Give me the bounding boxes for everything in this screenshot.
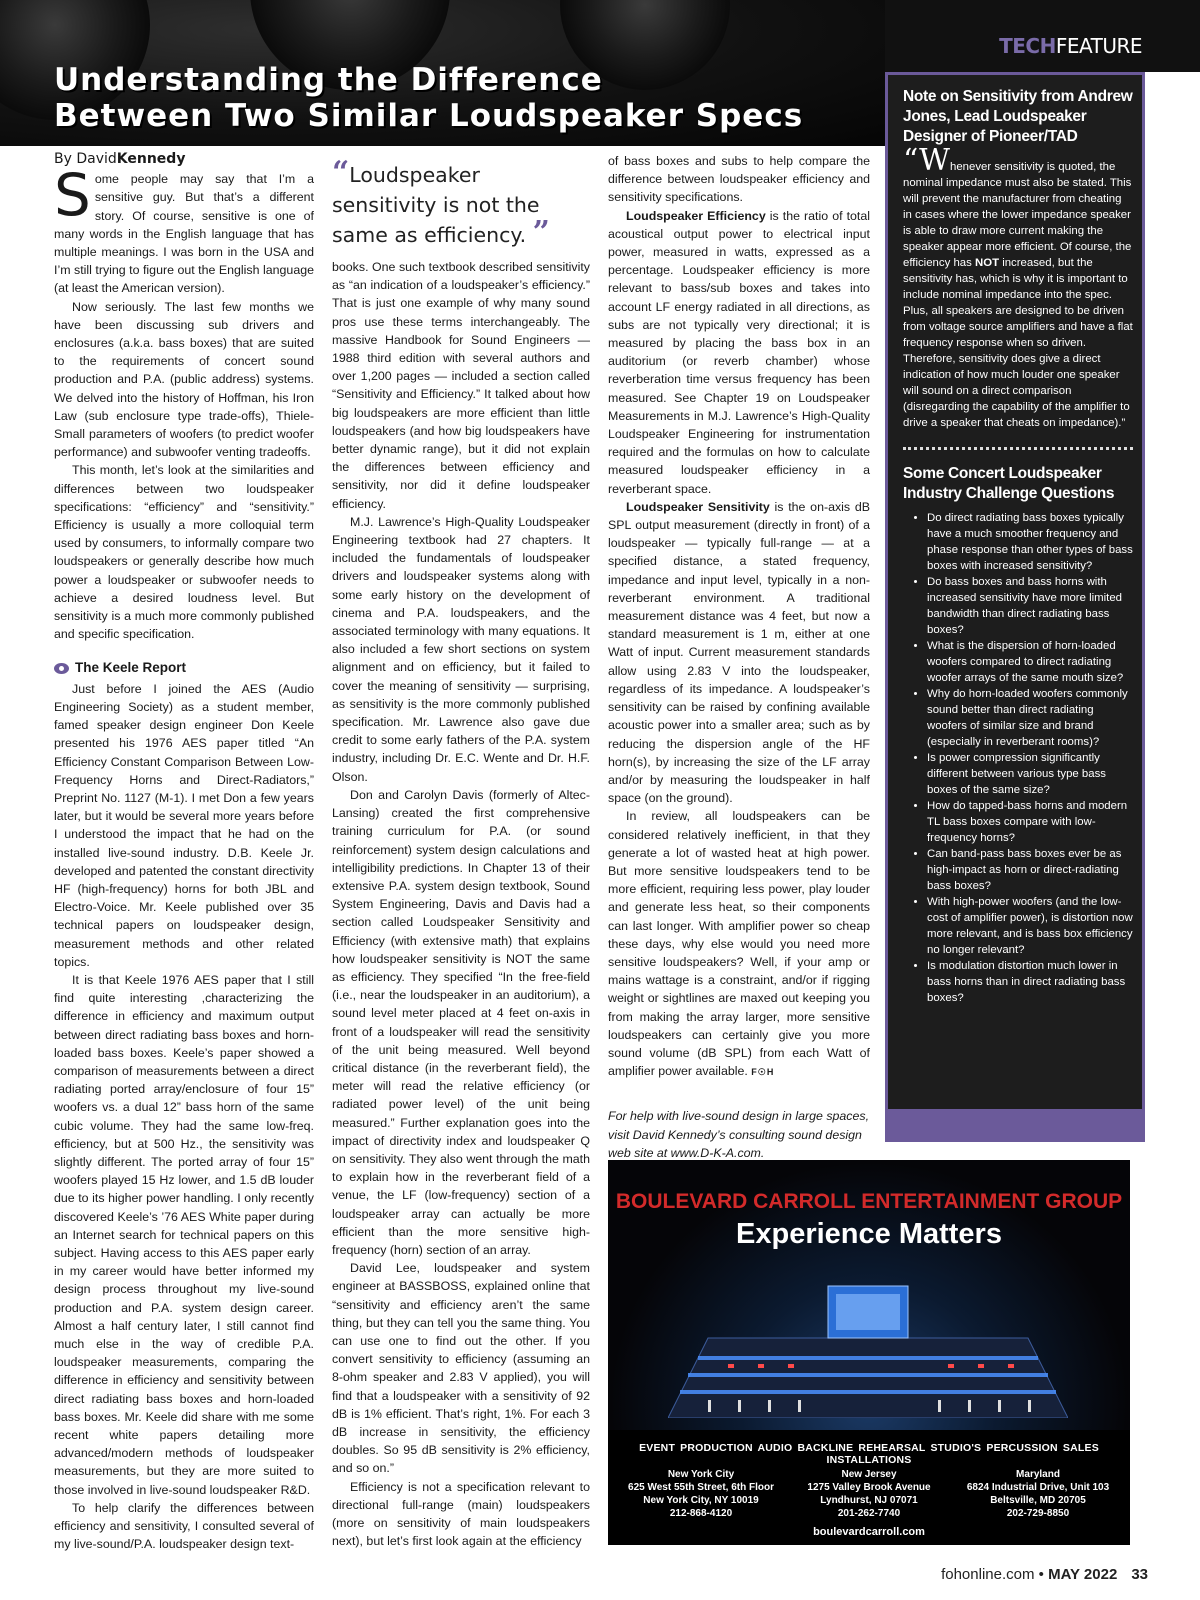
paragraph: Don and Carolyn Davis (formerly of Altec-Lansing) created the first comprehensive training curriculum for P.A. (or sound reinforcement) system design calculations and intelligibility predictions. In Chapter 13 of their extensive P.A. system design textbook, Sound System Engineering, Davis and Davis had a section called Loudspeaker Sensitivity and Efficiency (with extensive math) that explains how loudspeaker sensitivity is NOT the same as efficiency. They specified “In the free-field (i.e., near the loudspeaker in an auditorium), a sound level meter placed at 4 feet on-axis in front of a loudspeaker will read the sensitivity of the unit being measured. Well beyond critical distance (in the reverberant field), the meter will read the relative efficiency (or radiated power level) of the unit being measured.” Further explanation goes into the impact of directivity index and loudspeaker Q on sensitivity. They also went through the math to explain how in the reverberant field of a venue, the LF (low-frequency) section of a loudspeaker array can actually be more efficient than the more sensitive high-frequency (horn) section of an array. xyxy=(332,787,590,1257)
headline-line-2: Between Two Similar Loudspeaker Specs xyxy=(54,98,804,134)
mixing-console-graphic xyxy=(668,1278,1068,1418)
ad-location: Maryland 6824 Industrial Drive, Unit 103 Beltsville, MD 20705 202-729-8850 xyxy=(966,1469,1110,1519)
ad-website-link[interactable]: boulevardcarroll.com xyxy=(813,1526,925,1538)
sidebar-footer-bar xyxy=(885,1112,1145,1142)
list-item: • Can band-pass bass boxes ever be as high-impact as horn or direct-radiating bass boxes? xyxy=(927,846,1133,894)
open-quote-icon: “ xyxy=(332,155,350,190)
paragraph: This month, let’s look at the similarities and differences between two loudspeaker specifications: “efficiency” and “sensitivity.” Efficiency is usually a more colloquial term used by consumers, to informally compare two loudspeakers or generally describe how much power a loudspeaker or subwoofer needs to achieve a desired loudness level. But sensitivity is a much more commonly published and specific specification. xyxy=(54,463,314,642)
paragraph: Loudspeaker Sensitivity is the on-axis dB SPL output measurement (directly in front) of a loudspeaker — typically full-range — at a specified distance, a stated frequency, impedance and input level, typically in a non-reverberant environment. A traditional measurement distance was 4 feet, but now a standard measurement is 1 m, either at one Watt of input. Current measurement standards allow using 2.83 V into the loudspeaker, regardless of its impedance. A loudspeaker’s sensitivity can be raised by confining available acoustic power into a smaller area; such as by reducing the dispersion angle of the HF horn(s), by increasing the size of the LF array and/or by measuring the loudspeaker in half space (on the ground). xyxy=(608,499,870,806)
paragraph: of bass boxes and subs to help compare the difference between loudspeaker efficiency and sensitivity specifications. xyxy=(608,154,870,205)
sidebar-title: Some Concert Loudspeaker Industry Challenge Questions xyxy=(903,465,1115,502)
list-item: • How do tapped-bass horns and modern TL bass boxes compare with low-frequency horns? xyxy=(927,798,1133,846)
list-item: • Is power compression significantly different between various type bass boxes of the same size? xyxy=(927,750,1133,798)
close-quote-icon: ” xyxy=(532,215,550,250)
paragraph: Efficiency is not a specification relevant to directional full-range (main) loudspeakers (more on sensitivity of main loudspeakers next), but let’s first look again at the efficiency xyxy=(332,1479,590,1549)
subhead: The Keele Report xyxy=(54,659,314,677)
section-label: TECHFEATURE xyxy=(999,34,1142,58)
page-number: 33 xyxy=(1131,1566,1148,1583)
eye-icon xyxy=(54,663,69,674)
end-mark: F☉H xyxy=(751,1067,775,1078)
drop-cap: S xyxy=(54,161,91,230)
headline xyxy=(54,62,884,134)
section-bar xyxy=(885,0,1200,72)
issue-date: MAY 2022 xyxy=(1048,1566,1118,1583)
paragraph: David Lee, loudspeaker and system engineer at BASSBOSS, explained online that “sensitivity and efficiency aren’t the same thing, but they can tell you the same thing. You can use one to find out the other. If you convert sensitivity to efficiency (assuming an 8-ohm speaker and 2.83 V applied), you will find that a loudspeaker with a sensitivity of 92 dB is 1% efficient. That’s right, 1%. For each 3 dB increase in sensitivity, the efficiency doubles. So 95 dB sensitivity is 2% efficiency, and so on.” xyxy=(332,1261,590,1476)
dotted-divider xyxy=(903,447,1133,450)
ad-location: New Jersey 1275 Valley Brook Avenue Lyndhurst, NJ 07071 201-262-7740 xyxy=(807,1469,931,1519)
list-item: • Why do horn-loaded woofers commonly sound better than direct radiating woofers of similar size and brand (especially in reverberant rooms)? xyxy=(927,686,1133,750)
paragraph: To help clarify the differences between efficiency and sensitivity, I consulted several of my live-sound/P.A. loudspeaker design text- xyxy=(54,1500,314,1552)
list-item: • What is the dispersion of horn-loaded woofers compared to direct radiating woofer arrays of the same mouth size? xyxy=(927,638,1133,686)
paragraph: books. One such textbook described sensitivity as “an indication of a loudspeaker’s efficiency.” That is just one example of why many sound pros use these terms interchangeably. The massive Handbook for Sound Engineers — 1988 third edition with several authors and over 1,200 pages — included a section called “Sensitivity and Efficiency.” It talked about how big loudspeakers are more efficient than little loudspeakers (and how big loudspeakers have better dynamic range), but it did not explain the differences between efficiency and sensitivity, nor did it define loudspeaker efficiency. xyxy=(332,260,590,511)
ad-company-name: BOULEVARD CARROLL ENTERTAINMENT GROUP xyxy=(615,1190,1123,1213)
sidebar-quote: “Whenever sensitivity is quoted, the nominal impedance must also be stated. This will prevent the manufacturer from cheating in cases where the lower impedance speaker is able to draw more current making the speaker appear more efficient. Of course, the efficiency has NOT increased, but the sensitivity has, which is why it is important to include nominal impedance into the spec. Plus, all speakers are designed to be driven from voltage source amplifiers and have a flat frequency response when so driven. Therefore, sensitivity does give a direct indication of how much louder one speaker will sound on a direct comparison (disregarding the capability of the amplifier to drive a speaker that cheats on impedance).” xyxy=(903,143,1133,429)
sidebar-title: Note on Sensitivity from Andrew Jones, Lead Loudspeaker Designer of Pioneer/TAD xyxy=(903,88,1133,145)
pull-quote: “Loudspeaker sensitivity is not the same as efficiency. ” xyxy=(332,155,550,250)
article-column-2 xyxy=(332,155,590,1550)
article-column-3 xyxy=(608,152,870,1162)
article-column-1 xyxy=(54,150,314,1553)
page-footer: fohonline.com • MAY 2022 33 xyxy=(941,1566,1148,1583)
headline-line-1: Understanding the Difference xyxy=(54,62,603,98)
list-item: • With high-power woofers (and the low-cost of amplifier power), is distortion now more relevant, and is bass box efficiency no longer relevant? xyxy=(927,894,1133,958)
paragraph: It is that Keele 1976 AES paper that I still find quite interesting ,characterizing the difference in efficiency and maximum output between direct radiating bass boxes and horn-loaded bass boxes. Keele’s paper showed a comparison of measurements between a direct radiating ported array/enclosure of four 15” woofers vs. a dual 12” bass horn of the same cubic volume. They had the same low-freq. efficiency, but at 500 Hz., the sensitivity was slightly different. The ported array of four 15” woofers played 15 Hz lower, and 1.5 dB louder due to its higher power handling. I only recently discovered Keele’s ’76 AES White paper during an Internet search for technical papers on this subject. Having access to this AES paper early in my career would have better informed my design process throughout my live-sound production and P.A. system design career. Almost a half century later, I still cannot find much else in the way of credible P.A. loudspeaker measurements, comparing the difference in efficiency and sensitivity between direct radiating bass boxes and horn-loaded bass boxes. Mr. Keele did share with me some recent white papers detailing more advanced/modern methods of loudspeaker measurements, but they are more suited to those involved in live-sound loudspeaker R&D. xyxy=(54,972,314,1497)
list-item: • Do bass boxes and bass horns with increased sensitivity have more limited bandwidth than direct radiating bass boxes? xyxy=(927,574,1133,638)
ad-services: EVENT PRODUCTION AUDIO BACKLINE REHEARSAL STUDIO'S PERCUSSION SALES INSTALLATIONS xyxy=(639,1442,1099,1466)
list-item: • Is modulation distortion much lower in bass horns than in direct radiating bass boxes? xyxy=(927,958,1133,1006)
paragraph: Now seriously. The last few months we have been discussing sub drivers and enclosures (a.k.a. bass boxes) that are suited to the requirements of concert sound production and P.A. (public address) systems. We delved into the history of Hoffman, his Iron Law (sub enclosure type trade-offs), Thiele-Small parameters of woofers (to predict woofer performance) and subwoofer venting tradeoffs. xyxy=(54,299,314,460)
sidebar-box xyxy=(885,72,1145,1112)
author-credit: For help with live-sound design in large spaces, visit David Kennedy’s consulting sound design web site at www.D-K-A.com. xyxy=(608,1109,870,1160)
paragraph: Just before I joined the AES (Audio Engineering Society) as a student member, famed speaker design engineer Don Keele presented his 1976 AES paper titled “An Efficiency Constant Comparison Between Low-Frequency Horns and Direct-Radiators,” Preprint No. 1127 (M-1). I met Don a few years later, but it would be several more years before I understood the impact that he had on the installed live-sound industry. D.B. Keele Jr. developed and patented the constant directivity HF (high-frequency) horns for both JBL and Electro-Voice. Mr. Keele published over 35 technical papers on loudspeaker design, measurement methods and other related topics. xyxy=(54,681,314,969)
paragraph: M.J. Lawrence’s High-Quality Loudspeaker Engineering textbook had 27 chapters. It included the fundamentals of loudspeaker drivers and loudspeaker systems along with some early history on the development of cinema and P.A. loudspeakers, and the associated terminology with many equations. It also included a few short sections on system alignment and on efficiency, but it failed to cover the meaning of sensitivity — surprising, as sensitivity is the more commonly published specification. Mr. Lawrence also gave due credit to some early fathers of the P.A. system industry, including Dr. E.C. Wente and Dr. H.F. Olson. xyxy=(332,514,590,784)
paragraph: Some people may say that I’m a sensitive guy. But that’s a different story. Of course, sensitive is one of many words in the English language that has multiple meanings. I was born in the USA and I’m still trying to figure out the English language (at least the American version). xyxy=(54,161,314,296)
paragraph: Loudspeaker Efficiency is the ratio of total acoustical output power to electrical input power, measured in watts, expressed as a percentage. Loudspeaker efficiency is more relevant to bass/sub boxes and takes into account LF energy radiated in all directions, as subs are not typically very directional; it is measured by placing the bass box in an auditorium (or reverb chamber) whose reverberation time versus frequency has been measured. See Chapter 19 on Loudspeaker Measurements in M.J. Lawrence’s High-Quality Loudspeaker Engineering for instrumentation required and the formulas on how to calculate measured loudspeaker efficiency in a reverberant space. xyxy=(608,208,870,496)
advertisement[interactable] xyxy=(608,1160,1130,1545)
site-name: fohonline.com xyxy=(941,1566,1035,1583)
byline: By DavidKennedy xyxy=(54,151,186,167)
ad-location: New York City 625 West 55th Street, 6th Floor New York City, NY 10019 212-868-4120 xyxy=(628,1469,774,1519)
header-banner xyxy=(0,0,885,146)
question-list xyxy=(903,510,1133,1006)
paragraph: In review, all loudspeakers can be considered relatively inefficient, in that they generate a lot of wasted heat at high power. But more sensitive loudspeakers tend to be more efficient, requiring less power, play louder and generate less heat, so their components can last longer. With amplifier power so cheap these days, why else would you need more sensitive loudspeakers? Well, if your amp or mains wattage is a constraint, and/or if rigging weight or sightlines are maxed out keeping you from making the array larger, more sensitive loudspeakers can certainly give you more sound volume (dB SPL) from each Watt of amplifier power available. F☉H xyxy=(608,809,870,1079)
ad-tagline: Experience Matters xyxy=(736,1218,1002,1250)
list-item: • Do direct radiating bass boxes typically have a much smoother frequency and phase response than other types of bass boxes with increased sensitivity? xyxy=(927,510,1133,574)
